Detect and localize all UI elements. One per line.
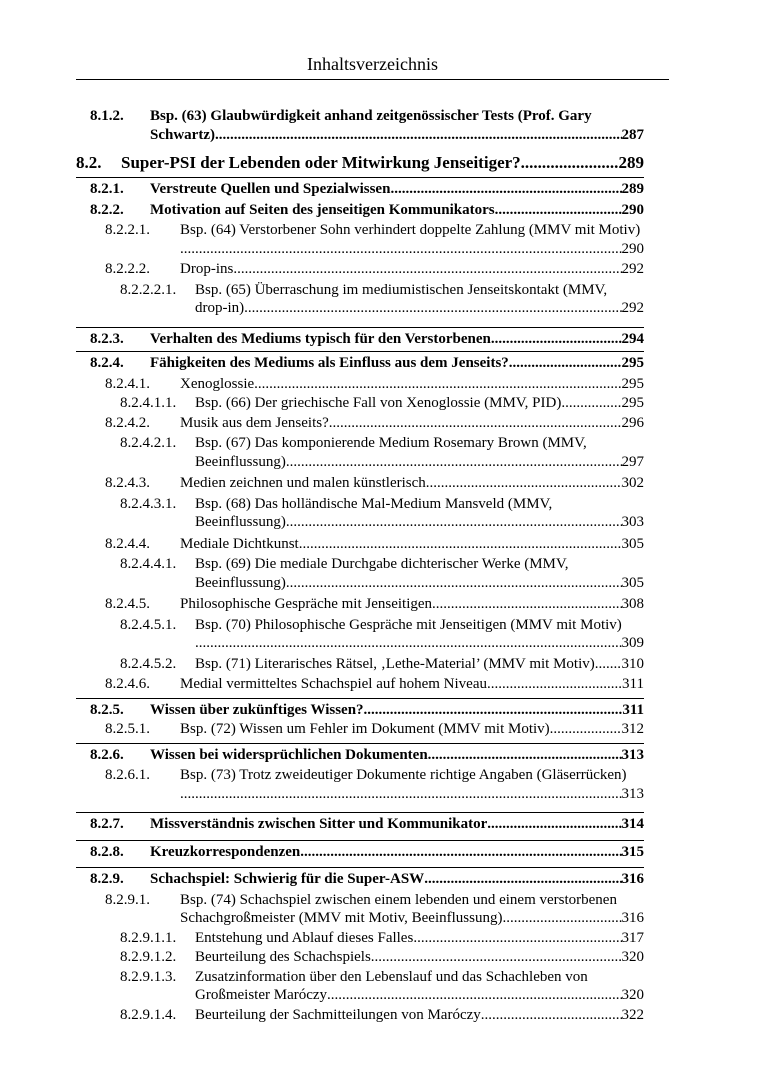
- toc-entry: [76, 434, 644, 471]
- toc-leader-dots: [329, 414, 622, 433]
- toc-entry-title: Wissen über zukünftiges Wissen?: [150, 701, 364, 718]
- toc-entry-title-line: Bsp. (68) Das holländische Mal-Medium Mansveld (MMV,: [195, 495, 553, 512]
- toc-entry-number: 8.2.2.1.: [105, 222, 150, 238]
- toc-entry-title: Fähigkeiten des Mediums als Einfluss aus dem Jenseits?: [150, 355, 509, 371]
- header-rule: [76, 79, 669, 80]
- toc-entry-title: Medien zeichnen und malen künstlerisch: [180, 475, 426, 491]
- toc-entry-page-number: 289: [621, 181, 644, 197]
- toc-entry-page-number: 289: [618, 153, 644, 172]
- toc-leader-dots: [390, 180, 621, 199]
- toc-entry: [76, 535, 644, 554]
- toc-entry-page-number: 295: [621, 395, 644, 411]
- toc-entry-page-number: 320: [621, 949, 644, 965]
- toc-entry-page-number: 314: [621, 816, 644, 832]
- toc-entry-page-number: 320: [621, 987, 644, 1003]
- toc-leader-dots: [286, 453, 622, 472]
- table-of-contents: [76, 107, 644, 1024]
- toc-entry-page-number: 287: [621, 126, 644, 143]
- toc-entry-page-number: 305: [621, 535, 644, 552]
- toc-entry-page-number: 308: [621, 596, 644, 612]
- toc-leader-dots: [254, 375, 621, 394]
- toc-entry-title-line: Bsp. (64) Verstorbener Sohn verhindert doppelte Zahlung (MMV mit Motiv): [180, 222, 641, 238]
- toc-entry-title: Super-PSI der Lebenden oder Mitwirkung Jenseitiger?: [121, 153, 521, 172]
- toc-entry-number: 8.2.4.4.: [105, 535, 150, 552]
- toc-entry: [76, 1006, 644, 1025]
- toc-entry-number: 8.2.4.5.: [105, 596, 150, 612]
- toc-entry: [76, 655, 644, 674]
- toc-leader-dots: [561, 394, 621, 413]
- toc-entry-title: Verstreute Quellen und Spezialwissen: [150, 181, 391, 197]
- toc-entry-page-number: 295: [621, 355, 644, 371]
- toc-entry-page-number: 295: [621, 375, 644, 392]
- toc-entry-title-line: Bsp. (74) Schachspiel zwischen einem lebenden und einem verstorbenen: [180, 891, 617, 908]
- toc-entry-title-line: Bsp. (73) Trotz zweideutiger Dokumente richtige Angaben (Gläserrücken): [180, 767, 627, 783]
- toc-entry-title: Missverständnis zwischen Sitter und Kommunikator: [150, 816, 488, 832]
- toc-entry-page-number: 303: [621, 514, 644, 530]
- toc-entry-number: 8.2.8.: [90, 843, 124, 860]
- toc-entry-page-number: 316: [621, 871, 644, 887]
- toc-entry-number: 8.2.5.: [90, 701, 124, 718]
- toc-entry-number: 8.2.9.: [90, 871, 124, 887]
- toc-entry: [76, 929, 644, 948]
- toc-entry-number: 8.2.7.: [90, 816, 124, 832]
- toc-entry-title: Bsp. (71) Literarisches Rätsel, ‚Lethe-Material’ (MMV mit Motiv): [195, 655, 595, 672]
- toc-leader-dots: [432, 595, 621, 614]
- toc-entry-title: Entstehung und Ablauf dieses Falles: [195, 929, 414, 946]
- toc-leader-dots: [180, 240, 622, 259]
- toc-entry-number: 8.2.2.2.: [105, 261, 150, 277]
- toc-entry-page-number: 322: [621, 1006, 644, 1023]
- toc-entry-title: Wissen bei widersprüchlichen Dokumenten: [150, 746, 428, 763]
- toc-entry-number: 8.2.1.: [90, 181, 124, 197]
- toc-entry-title: Drop-ins: [180, 261, 234, 277]
- toc-entry-number: 8.2.6.: [90, 746, 124, 763]
- toc-leader-dots: [487, 675, 622, 694]
- toc-entry: [76, 201, 644, 220]
- toc-entry: [76, 152, 644, 173]
- toc-entry-page-number: 315: [621, 843, 644, 860]
- toc-entry-title: Motivation auf Seiten des jenseitigen Kommunikators: [150, 201, 495, 218]
- toc-entry: [76, 281, 644, 318]
- toc-entry-page-number: 311: [622, 676, 644, 692]
- toc-leader-dots: [491, 330, 622, 349]
- toc-entry-page-number: 316: [621, 910, 644, 926]
- toc-entry: [76, 840, 644, 862]
- toc-entry-title: Philosophische Gespräche mit Jenseitigen: [180, 596, 433, 612]
- toc-leader-dots: [180, 785, 622, 804]
- toc-leader-dots: [487, 815, 621, 834]
- toc-entry-title: Schachgroßmeister (MMV mit Motiv, Beeinflussung): [180, 910, 503, 926]
- toc-leader-dots: [327, 986, 621, 1005]
- toc-entry-number: 8.2.4.2.1.: [120, 435, 177, 451]
- toc-leader-dots: [428, 746, 622, 765]
- toc-entry-page-number: 290: [621, 240, 644, 257]
- toc-entry: [76, 394, 644, 413]
- toc-entry-title: Xenoglossie: [180, 375, 255, 392]
- toc-entry-page-number: 297: [621, 453, 644, 470]
- toc-entry-title: drop-in): [195, 300, 245, 316]
- toc-leader-dots: [244, 299, 621, 318]
- toc-entry-number: 8.2.2.: [90, 201, 124, 218]
- toc-entry-number: 8.2.4.1.: [105, 375, 150, 392]
- toc-leader-dots: [424, 870, 621, 889]
- toc-entry-page-number: 317: [621, 929, 644, 946]
- toc-entry-title-line: Bsp. (63) Glaubwürdigkeit anhand zeitgenössischer Tests (Prof. Gary: [150, 108, 592, 124]
- toc-entry-title: Bsp. (72) Wissen um Fehler im Dokument (MMV mit Motiv): [180, 721, 550, 737]
- toc-entry-number: 8.2.: [76, 153, 102, 172]
- toc-leader-dots: [495, 201, 622, 220]
- toc-entry-number: 8.2.4.2.: [105, 414, 150, 431]
- toc-entry-number: 8.2.4.3.: [105, 475, 150, 491]
- toc-entry: [76, 107, 644, 144]
- toc-leader-dots: [233, 260, 621, 279]
- toc-entry: [76, 616, 644, 653]
- toc-entry-title: Beurteilung des Schachspiels: [195, 949, 371, 965]
- toc-entry-title-line: Bsp. (67) Das komponierende Medium Rosemary Brown (MMV,: [195, 435, 587, 451]
- toc-entry-page-number: 313: [621, 746, 644, 763]
- toc-entry-number: 8.2.9.1.2.: [120, 949, 177, 965]
- toc-entry-number: 8.2.4.: [90, 355, 124, 371]
- toc-entry: [76, 555, 644, 592]
- toc-entry-number: 8.2.4.5.2.: [120, 655, 177, 672]
- toc-entry: [76, 812, 644, 834]
- toc-leader-dots: [595, 655, 622, 674]
- toc-entry-title: Schwartz): [150, 126, 215, 143]
- toc-entry-title: Kreuzkorrespondenzen: [150, 843, 301, 860]
- toc-entry-page-number: 313: [621, 785, 644, 802]
- toc-entry: [76, 375, 644, 394]
- toc-leader-dots: [521, 152, 619, 173]
- toc-entry-page-number: 312: [621, 721, 644, 737]
- toc-entry: [76, 414, 644, 433]
- toc-leader-dots: [299, 535, 622, 554]
- toc-entry-number: 8.2.4.4.1.: [120, 556, 177, 572]
- toc-entry: [76, 766, 644, 803]
- toc-entry-number: 8.2.9.1.4.: [120, 1006, 177, 1023]
- toc-entry-number: 8.2.6.1.: [105, 767, 150, 783]
- toc-entry-number: 8.2.9.1.: [105, 891, 150, 908]
- toc-entry: [76, 327, 644, 349]
- toc-entry-title: Verhalten des Mediums typisch für den Verstorbenen: [150, 330, 491, 347]
- toc-entry: [76, 474, 644, 493]
- toc-entry-number: 8.2.2.2.1.: [120, 281, 177, 298]
- toc-entry-title: Musik aus dem Jenseits?: [180, 414, 329, 431]
- toc-leader-dots: [286, 574, 622, 593]
- toc-entry: [76, 351, 644, 373]
- toc-entry-number: 8.2.4.1.1.: [120, 395, 177, 411]
- toc-entry-number: 8.2.9.1.3.: [120, 968, 177, 985]
- toc-leader-dots: [371, 948, 622, 967]
- toc-entry: [76, 595, 644, 614]
- toc-entry-title: Beeinflussung): [195, 514, 286, 530]
- toc-entry-title-line: Bsp. (65) Überraschung im mediumistischen Jenseitskontakt (MMV,: [195, 281, 608, 298]
- page-header-title: Inhaltsverzeichnis: [307, 54, 438, 74]
- toc-entry-title: Beurteilung der Sachmitteilungen von Maróczy: [195, 1006, 481, 1023]
- toc-entry-page-number: 311: [622, 701, 644, 718]
- toc-entry-number: 8.2.9.1.1.: [120, 929, 177, 946]
- toc-leader-dots: [481, 1006, 622, 1025]
- toc-entry-title: Beeinflussung): [195, 574, 286, 591]
- toc-entry-page-number: 310: [621, 655, 644, 672]
- toc-entry-title: Großmeister Maróczy: [195, 987, 328, 1003]
- toc-entry: [76, 675, 644, 694]
- toc-entry-title: Schachspiel: Schwierig für die Super-ASW: [150, 871, 425, 887]
- toc-leader-dots: [195, 634, 622, 653]
- toc-entry-title: Mediale Dichtkunst: [180, 535, 299, 552]
- toc-entry: [76, 495, 644, 532]
- toc-leader-dots: [413, 929, 621, 948]
- toc-entry-title: Medial vermitteltes Schachspiel auf hohem Niveau: [180, 676, 487, 692]
- toc-entry-number: 8.2.4.6.: [105, 676, 150, 692]
- toc-entry-page-number: 292: [621, 261, 644, 277]
- toc-entry: [76, 221, 644, 258]
- toc-entry-page-number: 290: [621, 201, 644, 218]
- toc-leader-dots: [502, 909, 621, 928]
- toc-entry-title-line: Zusatzinformation über den Lebenslauf und das Schachleben von: [195, 968, 588, 985]
- toc-entry: [76, 698, 644, 720]
- toc-leader-dots: [426, 474, 622, 493]
- toc-entry-page-number: 292: [621, 300, 644, 316]
- toc-entry: [76, 743, 644, 765]
- toc-entry-page-number: 302: [621, 475, 644, 491]
- toc-entry-number: 8.2.3.: [90, 330, 124, 347]
- toc-entry-title-line: Bsp. (70) Philosophische Gespräche mit Jenseitigen (MMV mit Motiv): [195, 616, 622, 633]
- toc-entry-page-number: 305: [621, 574, 644, 591]
- toc-entry-title-line: Bsp. (69) Die mediale Durchgabe dichterischer Werke (MMV,: [195, 556, 569, 572]
- toc-entry-page-number: 309: [621, 635, 644, 651]
- toc-leader-dots: [215, 126, 622, 145]
- toc-entry: [76, 891, 644, 928]
- toc-entry-page-number: 294: [621, 330, 644, 347]
- toc-entry-number: 8.1.2.: [90, 108, 124, 124]
- toc-leader-dots: [509, 354, 622, 373]
- toc-leader-dots: [300, 843, 621, 862]
- toc-entry-title: Bsp. (66) Der griechische Fall von Xenoglossie (MMV, PID): [195, 395, 562, 411]
- toc-entry: [76, 968, 644, 1005]
- toc-entry-title: Beeinflussung): [195, 453, 286, 470]
- toc-entry-page-number: 296: [621, 414, 644, 431]
- toc-entry: [76, 177, 644, 199]
- toc-entry: [76, 948, 644, 967]
- toc-entry-number: 8.2.5.1.: [105, 721, 150, 737]
- toc-leader-dots: [364, 701, 623, 720]
- toc-leader-dots: [286, 513, 622, 532]
- toc-leader-dots: [550, 720, 622, 739]
- toc-entry: [76, 867, 644, 889]
- toc-entry-number: 8.2.4.5.1.: [120, 616, 177, 633]
- toc-entry: [76, 260, 644, 279]
- toc-entry: [76, 720, 644, 739]
- toc-entry-number: 8.2.4.3.1.: [120, 495, 177, 512]
